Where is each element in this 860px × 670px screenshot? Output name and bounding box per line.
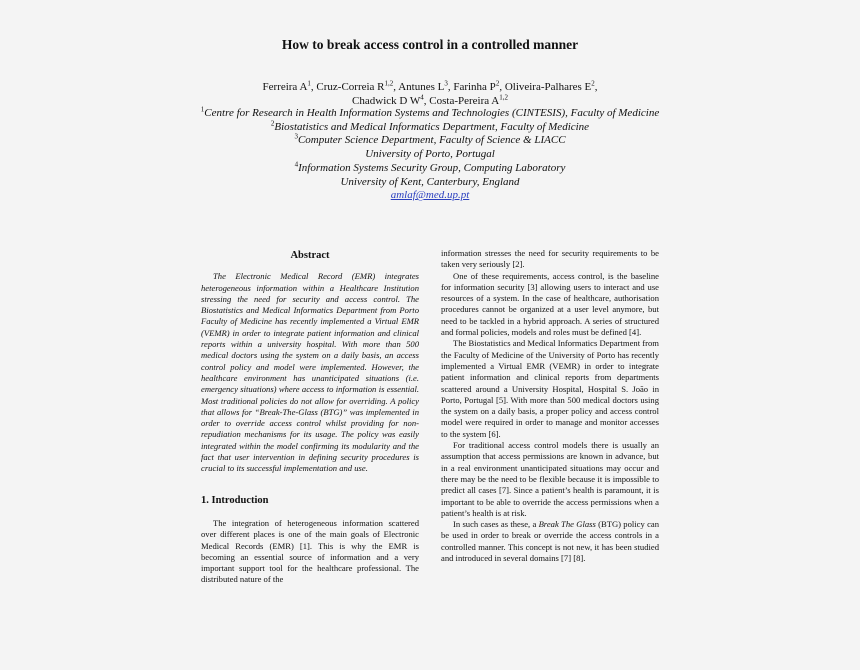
affiliation-mark: 4 [294, 160, 299, 169]
introduction-paragraph: The integration of heterogeneous information scattered over different places is one of the main goals of Electronic Medical Records (EMR) [1]. This is why the EMR is becoming an essential source of information and a very important support tool for the healthcare professional. The distributed nature of the [201, 517, 419, 585]
affiliation-text: Information Systems Security Group, Computing Laboratory [298, 161, 566, 174]
affiliation-line [200, 134, 660, 148]
btg-term: Break The Glass [538, 519, 596, 530]
author-name: Costa-Pereira A [429, 95, 500, 107]
body-paragraph [441, 519, 659, 564]
affiliation-line [200, 107, 660, 121]
affiliation-list [200, 107, 660, 203]
affiliation-mark: 3 [294, 132, 298, 141]
author-affil-mark: 2 [591, 79, 595, 88]
affiliation-text: Centre for Research in Health Information Systems and Technologies (CINTESIS), Faculty of Medicine [204, 107, 660, 119]
affiliation-text: University of Porto, Portugal [365, 148, 495, 161]
affiliation-line [200, 162, 660, 176]
affiliation-line [200, 176, 660, 190]
affiliation-text: Biostatistics and Medical Informatics Department, Faculty of Medicine [274, 120, 590, 133]
author-name: Ferreira A [262, 81, 308, 93]
left-column [201, 248, 419, 586]
author-affil-mark: 2 [495, 79, 500, 88]
paper-title: How to break access control in a controlled manner [281, 37, 579, 52]
author-name: Oliveira-Palhares E [504, 81, 592, 93]
body-text: In such cases as these, a [453, 519, 539, 530]
introduction-heading: 1. Introduction [201, 494, 269, 506]
author-name: Chadwick D W [352, 95, 421, 107]
body-paragraph: For traditional access control models there is usually an assumption that access permissions are known in advance, but in a real environment unanticipated situations may occur and there may be the need to be flexible because it is impossible to predict all cases [7]. Since a patient’s health is paramount, it is important to be able to override the access permissions when a patient’s health is at risk. [441, 440, 659, 518]
body-paragraph: One of these requirements, access control, is the baseline for information security [3] allowing users to interact and use resources of a system. In the case of healthcare, authorisation procedures cannot be organized at a user level anymore, but need to be tackled in a hybrid approach. A series of structured and formal policies, models and roles must be defined [4]. [441, 270, 659, 338]
author-list: Ferreira $A^1$, Cruz-Correia R$^{1,2}$, Antunes $L^3$, Farinha $P^2$, Oliveira-Palhares $E^2$, Chadwick D $W^4$, Costa-Pereira A$^{1,2}$ [262, 79, 598, 107]
right-column [441, 248, 659, 564]
body-paragraph: The Biostatistics and Medical Informatics Department from the Faculty of Medicine of the University of Porto has recently implemented a Virtual EMR (VEMR) in order to integrate patient information and clinical reports from departments scattered around a University Hospital, Hospital S. João in Porto, Portugal [5]. With more than 500 medical doctors using the system on a daily basis, a proper policy and access control model were required in order to manage and monitor accesses to the system [6]. [441, 338, 659, 439]
abstract-heading: Abstract [290, 250, 330, 261]
body-text: (BTG) policy can be used in order to break or override the access controls in a controlled manner. This concept is not new, it has been studied and introduced in several domains [7] [8]. [441, 519, 659, 564]
author-name: Cruz-Correia R [316, 81, 385, 93]
affiliation-text: University of Kent, Canterbury, England [340, 175, 520, 188]
abstract-text: The Electronic Medical Record (EMR) integrates heterogeneous information within a Healthcare Institution stressing the need for security and access control. The Biostatistics and Medical Informatics Department from Porto Faculty of Medicine has recently implemented a Virtual EMR (VEMR) in order to integrate patient information and clinical reports within a university hospital. With more than 500 medical doctors using the system on a daily basis, an access control policy and model were implemented. However, the healthcare environment has unanticipated situations (i.e. emergency situations) where access to information is essential. Most traditional policies do not allow for overriding. A policy that allows for “Break-The-Glass (BTG)” was implemented in order to override access control whilst providing for non-repudiation mechanisms for its usage. The policy was easily integrated within the model confirming its modularity and the fact that user intervention in defining security procedures is crucial to its successful implementation and use. [201, 271, 419, 474]
contact-email-link[interactable]: amlaf@med.up.pt [390, 189, 470, 202]
author-name: Antunes L [398, 81, 445, 93]
author-affil-mark: 1,2 [384, 79, 394, 88]
author-affil-mark: 1,2 [499, 93, 508, 102]
affiliation-line [200, 148, 660, 162]
body-paragraph: information stresses the need for security requirements to be taken very seriously [2]. [441, 248, 659, 270]
affiliation-line [200, 121, 660, 135]
affiliation-mark: 1 [200, 105, 205, 114]
author-affil-mark: 1 [307, 79, 311, 88]
affiliation-text: Computer Science Department, Faculty of Science & LIACC [297, 134, 566, 147]
author-name: Farinha P [453, 81, 496, 93]
author-affil-mark: 3 [444, 79, 448, 88]
affiliation-mark: 2 [270, 119, 275, 128]
author-affil-mark: 4 [420, 93, 424, 102]
